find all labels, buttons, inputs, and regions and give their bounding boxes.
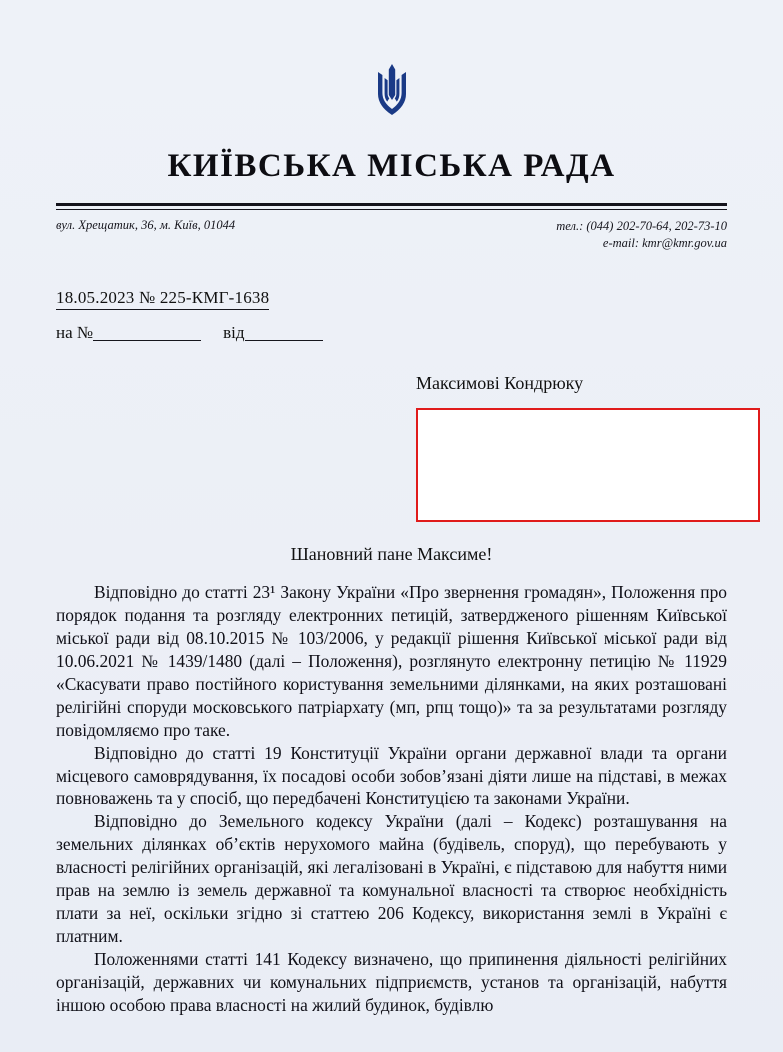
paragraph: Положеннями статті 141 Кодексу визначено, що припинення діяльності релігійних організацій, державних чи комунальних підприємств, установ та організацій, набуття іншою особою права власності на жилий будинок, будівлю xyxy=(56,949,727,1016)
incoming-date-blank xyxy=(245,325,323,341)
paragraph: Відповідно до статті 23¹ Закону України «Про звернення громадян», Положення про порядок подання та розгляду електронних петицій, затвердженого рішенням Київської міської ради від 08.10.2015 № 103/2006, у редакції рішення Київської міської ради від 10.06.2021 № 1439/1480 (далі – Положення), розглянуто електронну петицію № 11929 «Скасувати право постійного користування земельними ділянками, на яких розташовані релігійні споруди московського патріархату (мп, рпц тощо)» та за результатами розгляду повідомляємо про таке. xyxy=(56,581,727,740)
contacts-row xyxy=(56,218,727,252)
office-address: вул. Хрещатик, 36, м. Київ, 01044 xyxy=(56,218,236,232)
header-divider xyxy=(56,203,727,210)
divider-thin-line xyxy=(56,209,727,210)
incoming-number-blank xyxy=(93,325,201,341)
incoming-reference-label: на № xyxy=(56,322,94,342)
letter-body xyxy=(56,581,727,1017)
ukraine-trident-emblem xyxy=(370,62,414,122)
reference-block xyxy=(56,288,727,343)
office-email: e-mail: kmr@kmr.gov.ua xyxy=(602,235,727,250)
incoming-reference-row xyxy=(56,323,727,343)
redacted-address-box xyxy=(416,408,760,522)
office-contacts xyxy=(556,218,727,252)
addressee-name: Максимові Кондрюку xyxy=(416,372,584,393)
paragraph: Відповідно до Земельного кодексу України (далі – Кодекс) розташування на земельних ділянках об’єктів нерухомого майна (будівель, споруд), що перебувають у власності релігійних організацій, які легалізовані в Україні, є підставою для набуття ними прав на землю із земель державної та комунальної власності та створює необхідність плати за неї, оскільки згідно зі статтею 206 Кодексу, використання землі в Україні є платним. xyxy=(56,811,727,947)
outgoing-reference-row xyxy=(56,288,727,310)
salutation: Шановний пане Максиме! xyxy=(290,543,493,564)
outgoing-reference: 18.05.2023 № 225-КМГ-1638 xyxy=(56,288,269,310)
paragraph: Відповідно до статті 19 Конституції України органи державної влади та органи місцевого самоврядування, їх посадові особи зобов’язані діяти лише на підставі, в межах повноважень та у спосіб, що передбачені Конституцією та законами України. xyxy=(56,742,727,809)
organization-title: КИЇВСЬКА МІСЬКА РАДА xyxy=(167,148,616,184)
divider-thick-line xyxy=(56,203,727,206)
incoming-date-label: від xyxy=(223,322,245,342)
office-phone: тел.: (044) 202-70-64, 202-73-10 xyxy=(556,219,727,233)
emblem-container xyxy=(56,0,727,128)
